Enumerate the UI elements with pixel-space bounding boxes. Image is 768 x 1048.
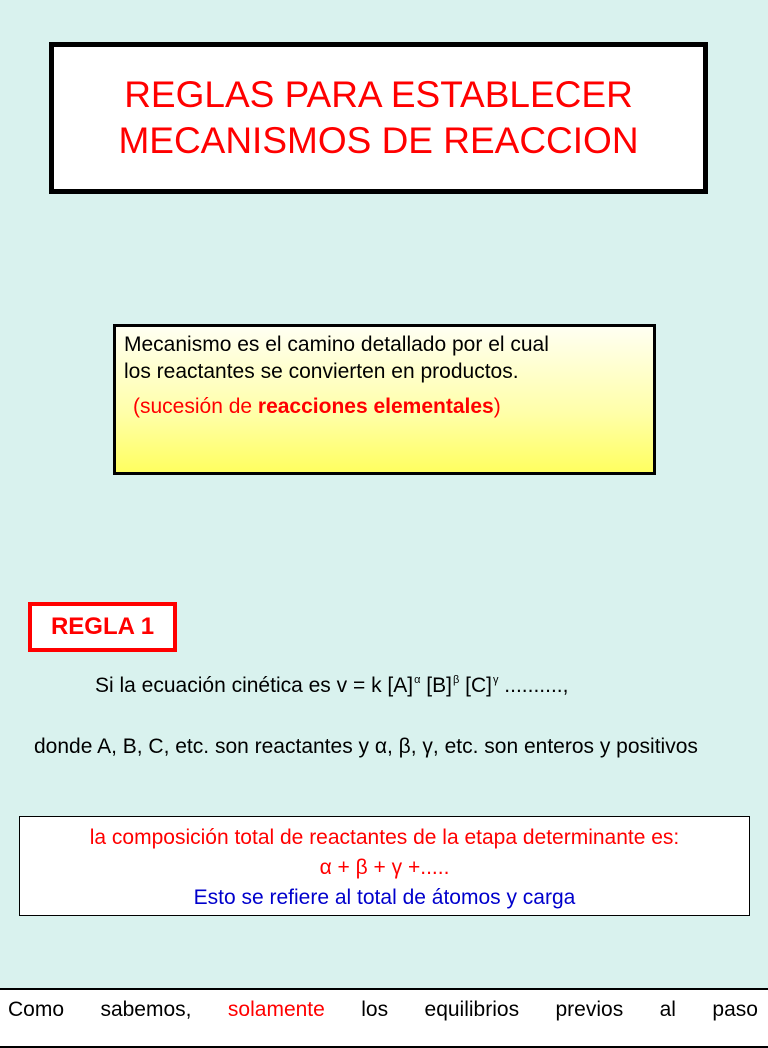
exponent-gamma: γ [492, 674, 499, 686]
bottom-word: previos [555, 998, 624, 1021]
equation-suffix: .........., [498, 674, 569, 697]
rate-equation [95, 674, 568, 698]
composition-box [19, 816, 750, 916]
title-box [49, 42, 708, 194]
bottom-word: al [659, 998, 676, 1021]
rule-label-box [28, 602, 177, 652]
elementary-reactions-text: reacciones elementales [257, 395, 494, 418]
bottom-text-box [0, 988, 768, 1048]
bottom-word: los [361, 998, 389, 1021]
bottom-word: paso [712, 998, 758, 1021]
title-line-1: REGLAS PARA ESTABLECER [124, 74, 633, 115]
definition-line-1: Mecanismo es el camino detallado por el cual [124, 333, 549, 356]
definition-box [113, 324, 656, 475]
paren-close-text: ) [493, 395, 501, 418]
exponent-beta: β [452, 674, 460, 686]
donde-paragraph: donde A, B, C, etc. son reactantes y α, β, γ, etc. son enteros y positivos [34, 735, 698, 758]
composition-sum: α + β + γ +..... [319, 856, 450, 879]
equation-c-term: [C] [459, 674, 492, 697]
exponent-alpha: α [414, 674, 421, 686]
bottom-word: equilibrios [424, 998, 520, 1021]
composition-line-1: la composición total de reactantes de la etapa determinante es: [89, 826, 680, 849]
bottom-text-line [8, 998, 758, 1022]
rule-label: REGLA 1 [50, 613, 155, 640]
equation-prefix: Si la ecuación cinética es v = k [A] [95, 674, 414, 697]
paren-open-text: (sucesión de [133, 395, 258, 418]
equation-b-term: [B] [420, 674, 452, 697]
bottom-word: Como [8, 998, 65, 1021]
definition-line-2: los reactantes se convierten en productos. [124, 360, 519, 383]
title-line-2: MECANISMOS DE REACCION [118, 120, 639, 161]
composition-note: Esto se refiere al total de átomos y carga [193, 886, 576, 909]
bottom-word: sabemos, [100, 998, 192, 1021]
definition-parenthetical [124, 393, 645, 420]
bottom-word: solamente [227, 998, 325, 1021]
